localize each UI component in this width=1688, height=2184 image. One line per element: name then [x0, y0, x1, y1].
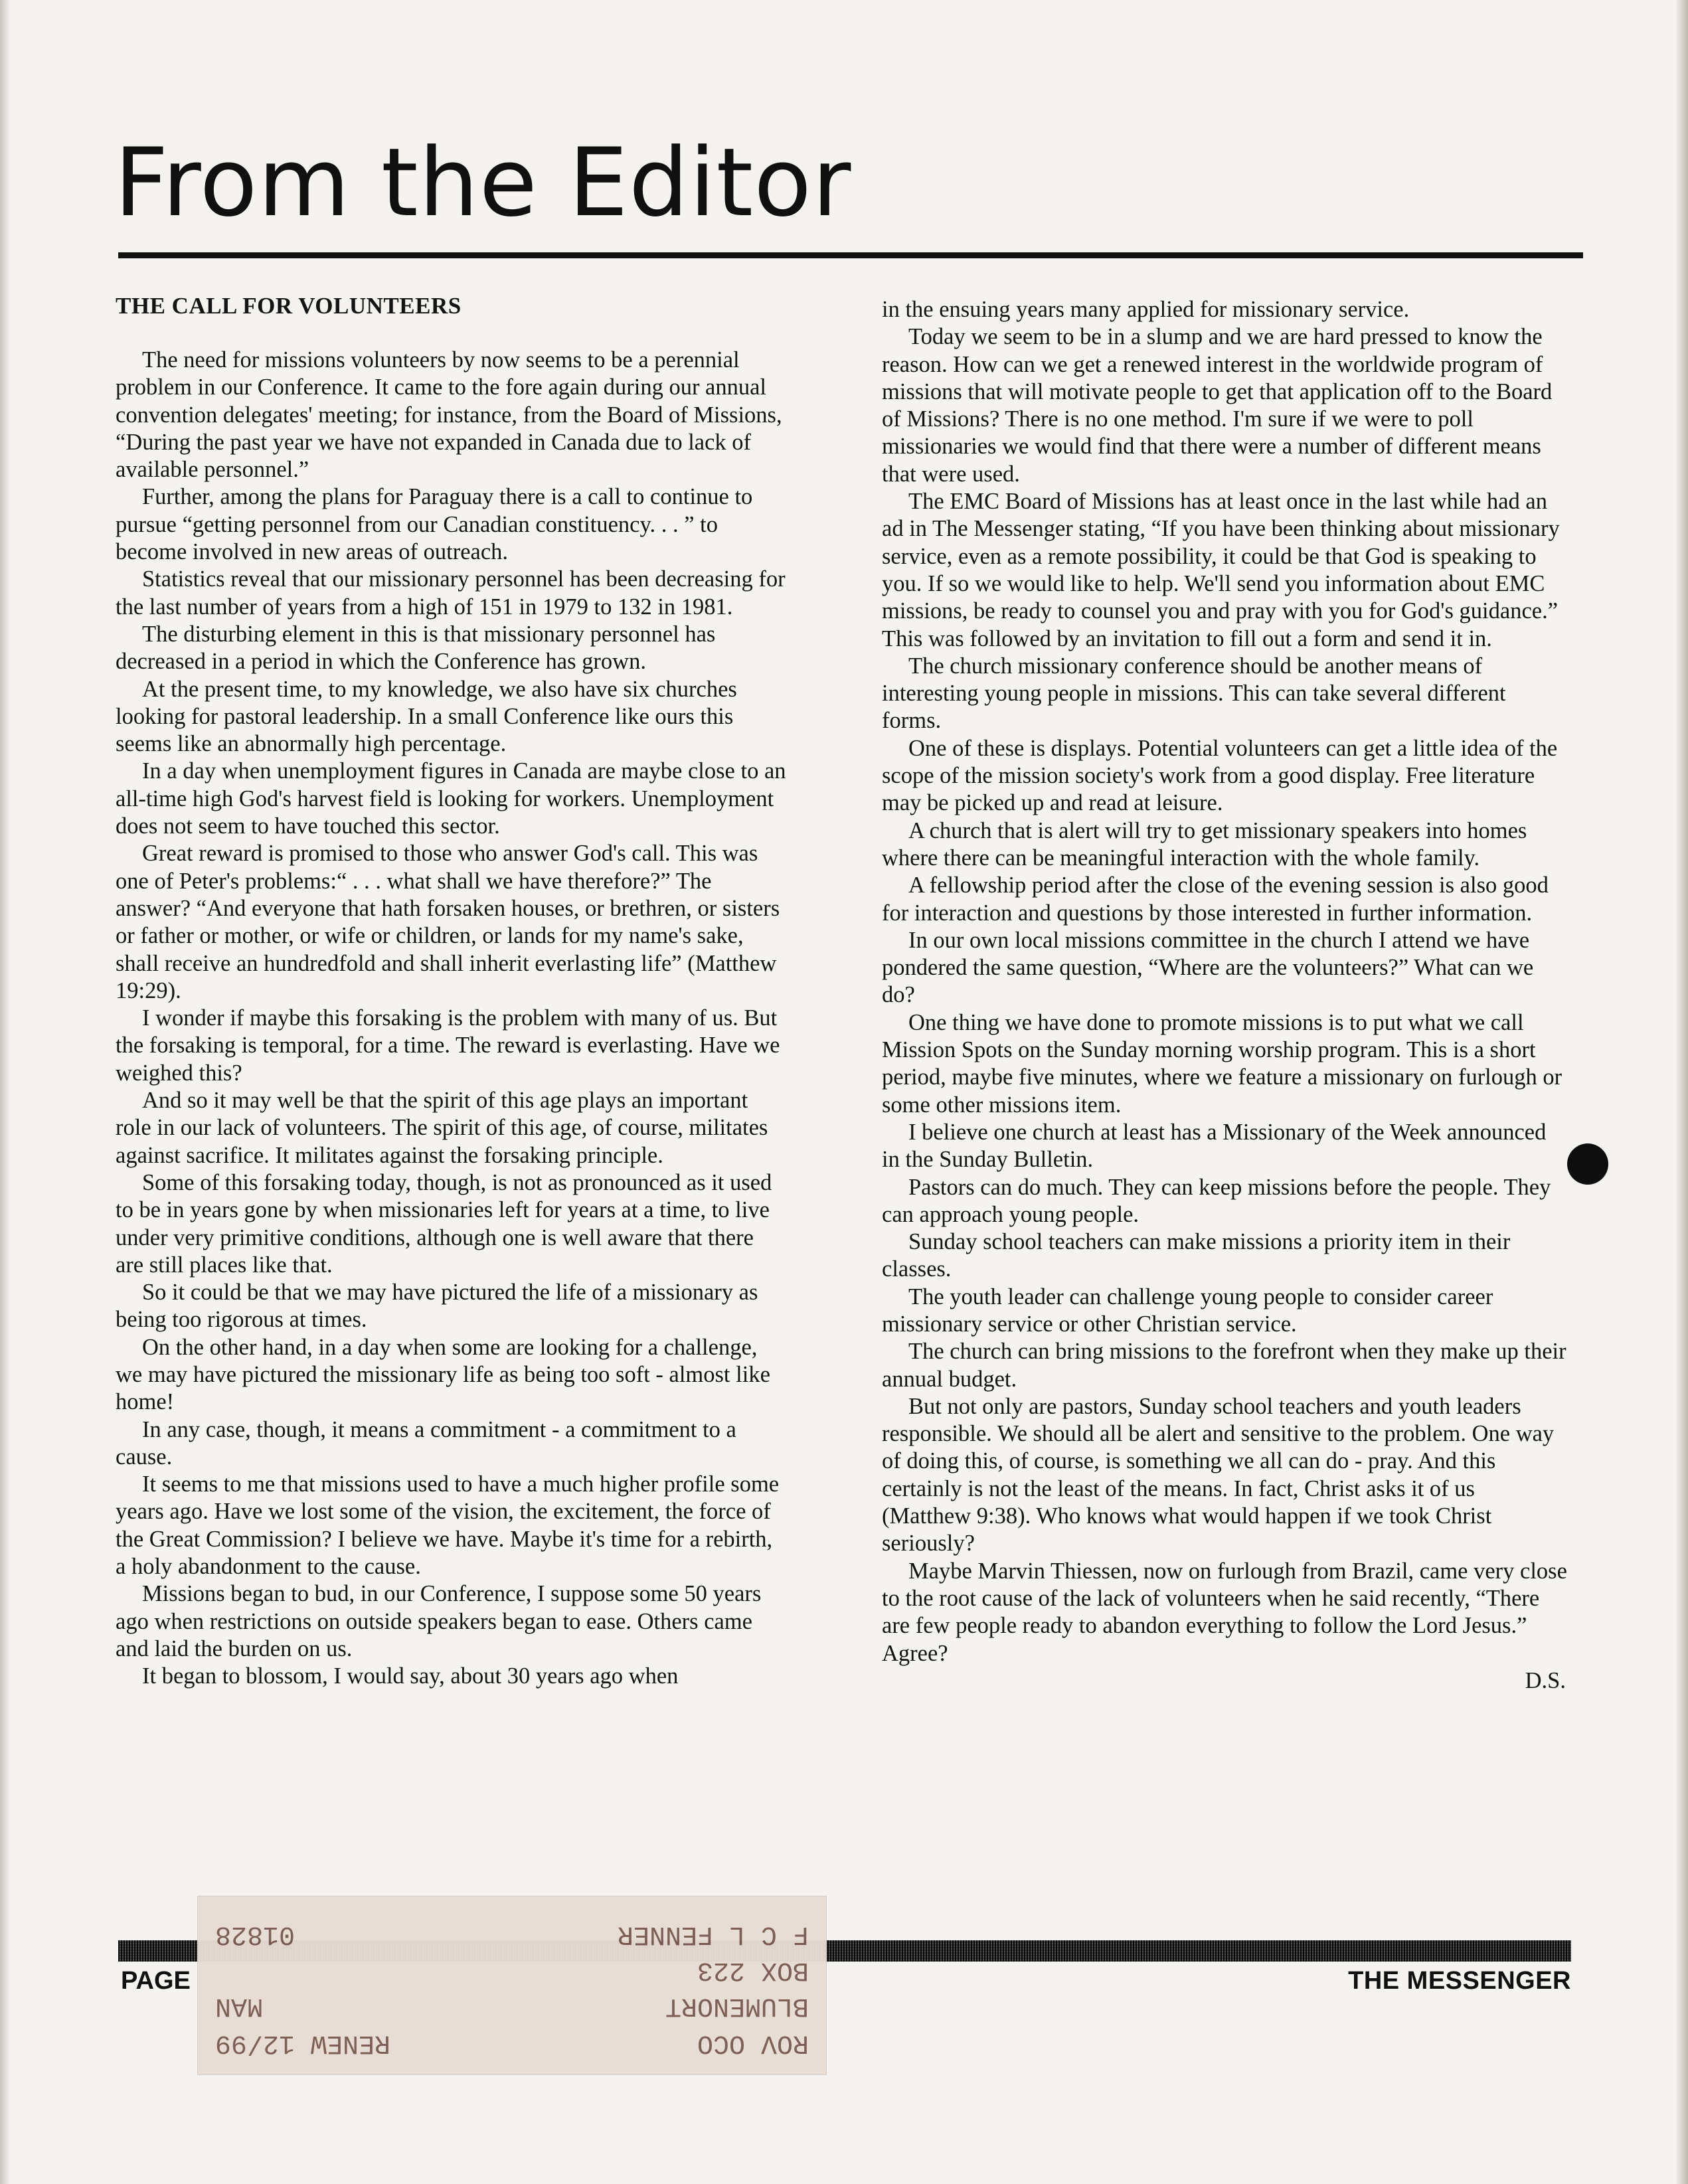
label-row: [215, 2025, 809, 2060]
paragraph: It began to blossom, I would say, about 30 years ago when: [142, 1663, 679, 1689]
label-renewal: RENEW 12/99: [215, 2028, 391, 2058]
paragraph: So it could be that we may have pictured the life of a missionary as being too rigorous at times.: [116, 1280, 758, 1333]
label-name: F C L FENNER: [617, 1919, 809, 1949]
paragraph: Great reward is promised to those who answer God's call. This was one of Peter's problems:“ . . . what shall we have therefore?” The answer? “And everyone that hath forsaken houses, or brethren, or sisters or father or mother, or wife or children, or lands for my name's sake, shall receive an hundredfold and shall inherit everlasting life” (Matthew 19:29).: [116, 841, 780, 1003]
label-row: [215, 1988, 809, 2023]
paragraph: Pastors can do much. They can keep missions before the people. They can approach young people.: [882, 1174, 1551, 1227]
punch-hole-dot: [1567, 1143, 1608, 1185]
paragraph: In a day when unemployment figures in Canada are maybe close to an all-time high God's harvest field is looking for workers. Unemployment does not seem to have touched this sector.: [116, 758, 786, 839]
paragraph: I believe one church at least has a Missionary of the Week announced in the Sunday Bulletin.: [882, 1119, 1547, 1173]
label-town: BLUMENORT: [665, 1991, 809, 2021]
paragraph: Today we seem to be in a slump and we are hard pressed to know the reason. How can we get a renewed interest in the worldwide program of missions that will motivate people to get that application off to the Board of Missions? There is no one method. I'm sure if we were to poll missionaries we would find that there were a number of different means that were used.: [882, 324, 1553, 487]
mailing-label: [198, 1896, 826, 2074]
paragraph: In our own local missions committee in the church I attend we have pondered the same question, “Where are the volunteers?” What can we do?: [882, 927, 1534, 1008]
paragraph: It seems to me that missions used to have a much higher profile some years ago. Have we lost some of the vision, the excitement, the force of the Great Commission? I believe we have. Maybe it's time for a rebirth, a holy abandonment to the cause.: [116, 1471, 780, 1580]
paragraph: And so it may well be that the spirit of this age plays an important role in our lack of volunteers. The spirit of this age, of course, militates against sacrifice. It militates against the forsaking principle.: [116, 1088, 768, 1168]
paragraph: I wonder if maybe this forsaking is the problem with many of us. But the forsaking is temporal, for a time. The reward is everlasting. Have we weighed this?: [116, 1005, 780, 1086]
paragraph: In any case, though, it means a commitment - a commitment to a cause.: [116, 1416, 736, 1470]
paragraph: Statistics reveal that our missionary personnel has been decreasing for the last number of years from a high of 151 in 1979 to 132 in 1981.: [116, 566, 786, 620]
label-number: 01828: [215, 1919, 295, 1949]
label-province: MAN: [215, 1991, 264, 2021]
right-column: [882, 296, 1567, 1916]
paragraph: One thing we have done to promote missions is to put what we call Mission Spots on the Sunday morning worship program. This is a short period, maybe five minutes, where we feature a missionary on furlough or some other missions item.: [882, 1009, 1562, 1118]
paragraph: Further, among the plans for Paraguay there is a call to continue to pursue “getting personnel from our Canadian constituency. . . ” to become involved in new areas of outreach.: [116, 484, 753, 565]
paragraph: A church that is alert will try to get missionary speakers into homes where there can be meaningful interaction with the whole family.: [882, 817, 1527, 871]
paragraph: At the present time, to my knowledge, we also have six churches looking for pastoral leadership. In a small Conference like ours this seems like an abnormally high percentage.: [116, 676, 737, 757]
article-heading: THE CALL FOR VOLUNTEERS: [116, 293, 462, 319]
paragraph: Missions began to bud, in our Conference, I suppose some 50 years ago when restrictions on outside speakers began to ease. Others came and laid the burden on us.: [116, 1581, 762, 1661]
label-box: BOX 223: [697, 1955, 809, 1985]
paragraph: But not only are pastors, Sunday school teachers and youth leaders responsible. We should all be alert and sensitive to the problem. One way of doing this, of course, is something we all can do - pray. And this certainly is not the least of the means. In fact, Christ asks it of us (Matthew 9:38). Who knows what would happen if we took Christ seriously?: [882, 1393, 1555, 1556]
paragraph: The need for missions volunteers by now seems to be a perennial problem in our Conference. It came to the fore again during our annual convention delegates' meeting; for instance, from the Board of Missions, “During the past year we have not expanded in Canada due to lack of available personnel.”: [116, 347, 782, 483]
paragraph: Maybe Marvin Thiessen, now on furlough from Brazil, came very close to the root cause of the lack of volunteers when he said recently, “There are few people ready to abandon everything to follow the Lord Jesus.” Agree?: [882, 1558, 1567, 1666]
left-column: [116, 292, 786, 1912]
page-edge-left: [0, 0, 9, 2184]
paragraph: in the ensuing years many applied for missionary service.: [882, 297, 1410, 322]
paragraph: The church missionary conference should be another means of interesting young people in missions. This can take several different forms.: [882, 653, 1506, 734]
page-title: From the Editor: [114, 128, 852, 238]
paragraph: On the other hand, in a day when some are looking for a challenge, we may have pictured the missionary life as being too soft - almost like home!: [116, 1334, 770, 1415]
footer-page-label: PAGE: [121, 1967, 191, 1995]
editor-signature: D.S.: [1525, 1667, 1566, 1693]
paragraph: The disturbing element in this is that missionary personnel has decreased in a period in which the Conference has grown.: [116, 621, 716, 675]
paragraph: One of these is displays. Potential volunteers can get a little idea of the scope of the mission society's work from a good display. Free literature may be picked up and read at leisure.: [882, 735, 1558, 816]
paragraph: A fellowship period after the close of the evening session is also good for interaction and questions by those interested in further information.: [882, 873, 1549, 926]
page-edge-right: [1676, 0, 1688, 2184]
paragraph: The youth leader can challenge young people to consider career missionary service or other Christian service.: [882, 1284, 1493, 1337]
footer-publication-name: THE MESSENGER: [1348, 1967, 1571, 1995]
paragraph: The church can bring missions to the forefront when they make up their annual budget.: [882, 1339, 1566, 1392]
label-row: [215, 1952, 809, 1987]
mailing-label-text: [198, 1896, 826, 2074]
title-rule: [118, 252, 1583, 258]
label-row: [215, 1916, 809, 1951]
paragraph: Sunday school teachers can make missions a priority item in their classes.: [882, 1229, 1511, 1282]
label-code: ROV OCO: [697, 2028, 809, 2058]
paragraph: Some of this forsaking today, though, is not as pronounced as it used to be in years gone by when missionaries left for years at a time, to live under very primitive conditions, although one is well aware that there are still places like that.: [116, 1169, 772, 1278]
paragraph: The EMC Board of Missions has at least once in the last while had an ad in The Messenger stating, “If you have been thinking about missionary service, even as a remote possibility, it could be that God is speaking to you. If so we would like to help. We'll send you information about EMC missions, be ready to counsel you and pray with you for God's guidance.” This was followed by an invitation to fill out a form and send it in.: [882, 489, 1560, 651]
